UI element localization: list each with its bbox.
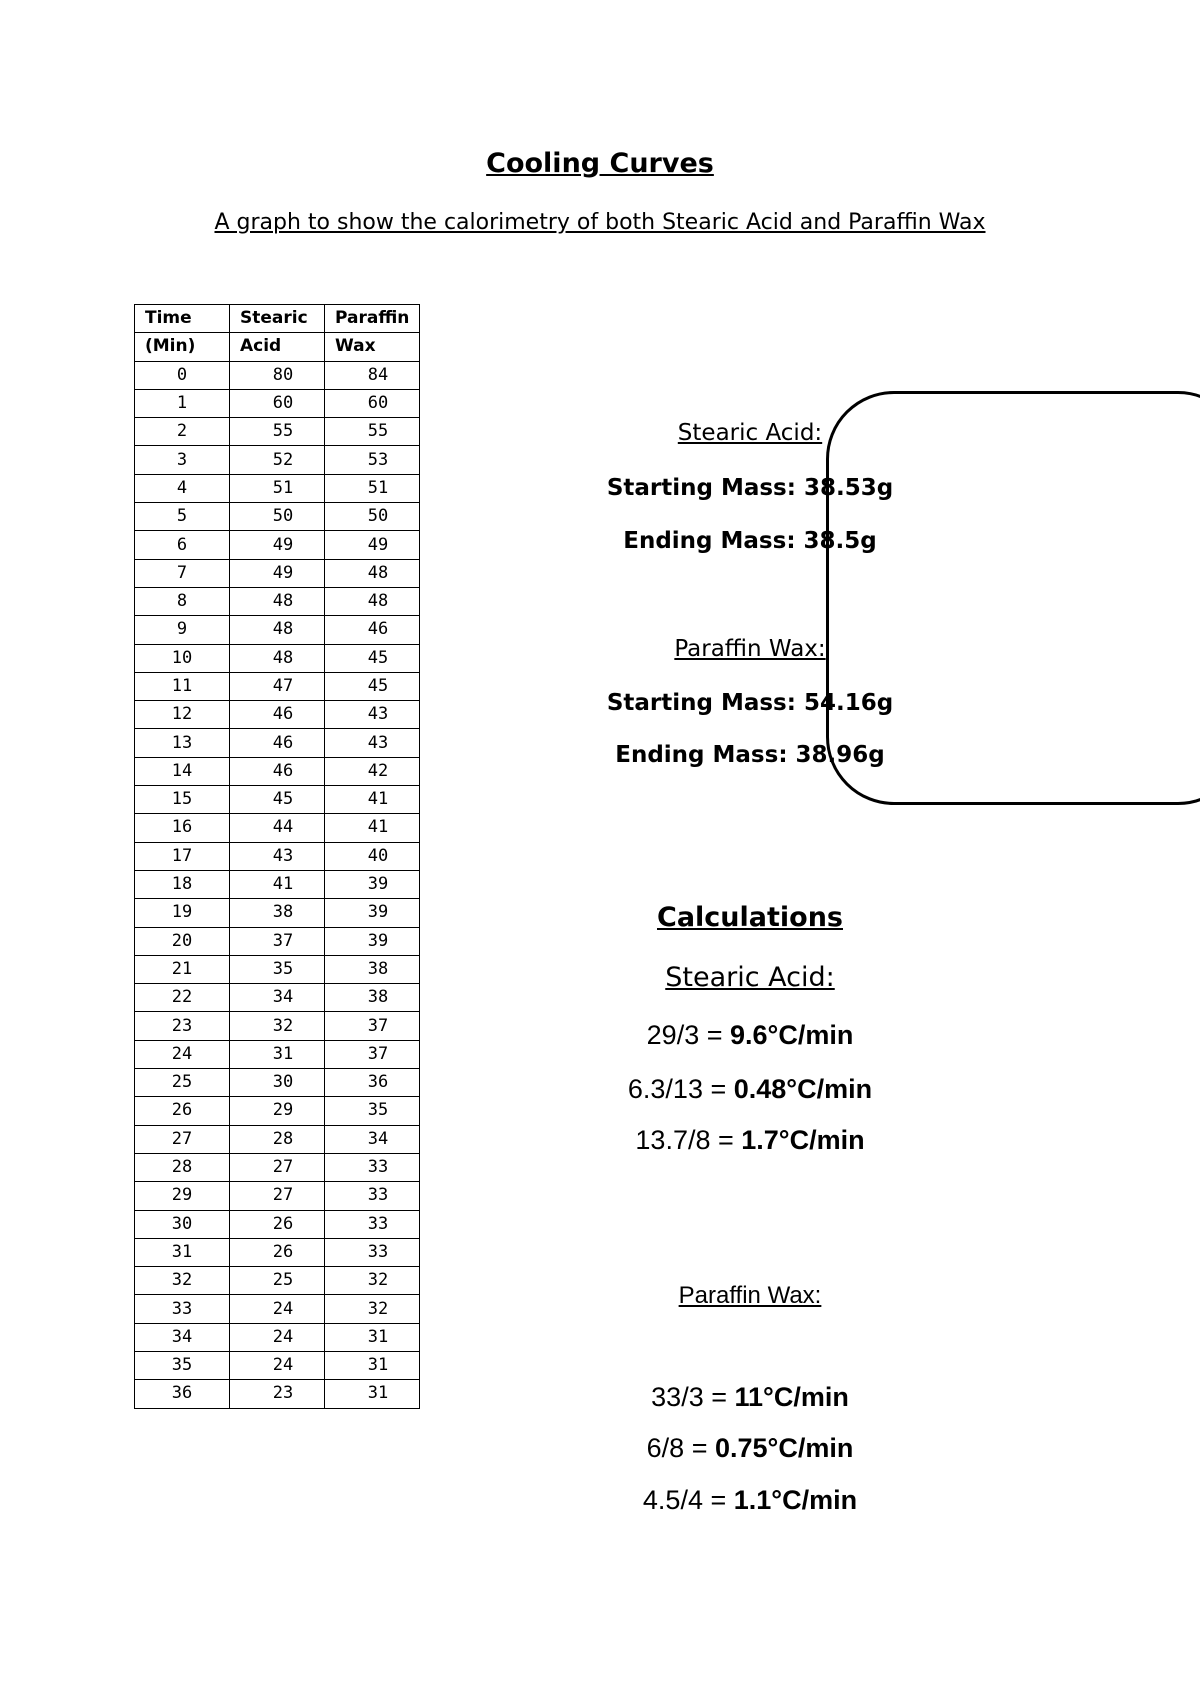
- table-row: [135, 814, 420, 842]
- time-cell: 33: [135, 1295, 230, 1323]
- table-row: [135, 389, 420, 417]
- paraffin-cell: 35: [325, 1097, 420, 1125]
- stearic-cell: 80: [230, 361, 325, 389]
- paraffin-cell: 33: [325, 1182, 420, 1210]
- table-row: [135, 1210, 420, 1238]
- stearic-cell: 41: [230, 870, 325, 898]
- paraffin-cell: 48: [325, 587, 420, 615]
- time-cell: 2: [135, 418, 230, 446]
- table-row: [135, 672, 420, 700]
- stearic-cell: 26: [230, 1238, 325, 1266]
- stearic-cell: 37: [230, 927, 325, 955]
- header-time: Time: [135, 305, 230, 333]
- time-cell: 27: [135, 1125, 230, 1153]
- table-row: [135, 786, 420, 814]
- cooling-data-table: [134, 304, 420, 1409]
- table-row: [135, 1323, 420, 1351]
- stearic-cell: 28: [230, 1125, 325, 1153]
- table-row: [135, 870, 420, 898]
- stearic-cell: 34: [230, 984, 325, 1012]
- paraffin-cell: 60: [325, 389, 420, 417]
- table-row: [135, 1182, 420, 1210]
- paraffin-cell: 37: [325, 1012, 420, 1040]
- header-stearic-2: Acid: [230, 333, 325, 361]
- stearic-cell: 26: [230, 1210, 325, 1238]
- table-row: [135, 1380, 420, 1408]
- time-cell: 7: [135, 559, 230, 587]
- table-row: [135, 616, 420, 644]
- paraffin-cell: 37: [325, 1040, 420, 1068]
- time-cell: 29: [135, 1182, 230, 1210]
- table-row: [135, 1012, 420, 1040]
- paraffin-cell: 31: [325, 1380, 420, 1408]
- time-cell: 26: [135, 1097, 230, 1125]
- table-row: [135, 559, 420, 587]
- table-header-row: [135, 305, 420, 333]
- time-cell: 10: [135, 644, 230, 672]
- calc-paraffin-label: Paraffin Wax:: [678, 1282, 822, 1309]
- paraffin-cell: 48: [325, 559, 420, 587]
- stearic-cell: 49: [230, 531, 325, 559]
- table-row: [135, 899, 420, 927]
- stearic-cell: 38: [230, 899, 325, 927]
- time-cell: 6: [135, 531, 230, 559]
- time-cell: 4: [135, 474, 230, 502]
- paraffin-cell: 43: [325, 729, 420, 757]
- paraffin-cell: 38: [325, 955, 420, 983]
- table-row: [135, 927, 420, 955]
- table-header-row: [135, 333, 420, 361]
- paraffin-cell: 42: [325, 757, 420, 785]
- stearic-cell: 48: [230, 587, 325, 615]
- paraffin-ending-mass: Ending Mass: 38.96g: [615, 742, 885, 768]
- table-row: [135, 1238, 420, 1266]
- time-cell: 12: [135, 701, 230, 729]
- time-cell: 3: [135, 446, 230, 474]
- stearic-cell: 46: [230, 729, 325, 757]
- time-cell: 25: [135, 1069, 230, 1097]
- stearic-cell: 25: [230, 1267, 325, 1295]
- paraffin-cell: 39: [325, 927, 420, 955]
- paraffin-cell: 33: [325, 1153, 420, 1181]
- table-row: [135, 1351, 420, 1379]
- header-time-unit: (Min): [135, 333, 230, 361]
- time-cell: 17: [135, 842, 230, 870]
- table-row: [135, 587, 420, 615]
- stearic-cell: 44: [230, 814, 325, 842]
- stearic-cell: 50: [230, 503, 325, 531]
- table-row: [135, 984, 420, 1012]
- paraffin-cell: 34: [325, 1125, 420, 1153]
- table-row: [135, 503, 420, 531]
- table-row: [135, 1295, 420, 1323]
- table-row: [135, 474, 420, 502]
- stearic-cell: 24: [230, 1295, 325, 1323]
- paraffin-starting-mass: Starting Mass: 54.16g: [606, 690, 894, 716]
- time-cell: 8: [135, 587, 230, 615]
- time-cell: 0: [135, 361, 230, 389]
- stearic-cell: 31: [230, 1040, 325, 1068]
- stearic-cell: 46: [230, 757, 325, 785]
- time-cell: 19: [135, 899, 230, 927]
- time-cell: 35: [135, 1351, 230, 1379]
- stearic-cell: 29: [230, 1097, 325, 1125]
- time-cell: 16: [135, 814, 230, 842]
- table-row: [135, 955, 420, 983]
- time-cell: 23: [135, 1012, 230, 1040]
- time-cell: 5: [135, 503, 230, 531]
- stearic-cell: 23: [230, 1380, 325, 1408]
- paraffin-cell: 45: [325, 644, 420, 672]
- paraffin-cell: 53: [325, 446, 420, 474]
- paraffin-cell: 33: [325, 1210, 420, 1238]
- table-row: [135, 1125, 420, 1153]
- time-cell: 1: [135, 389, 230, 417]
- calc-stearic-line: 29/3 = 9.6°C/min: [646, 1020, 854, 1050]
- paraffin-cell: 43: [325, 701, 420, 729]
- page-title: Cooling Curves: [486, 148, 714, 179]
- paraffin-cell: 32: [325, 1295, 420, 1323]
- calc-paraffin-line: 33/3 = 11°C/min: [651, 1382, 849, 1412]
- stearic-cell: 43: [230, 842, 325, 870]
- stearic-starting-mass: Starting Mass: 38.53g: [606, 475, 894, 501]
- paraffin-cell: 31: [325, 1323, 420, 1351]
- paraffin-cell: 84: [325, 361, 420, 389]
- stearic-cell: 45: [230, 786, 325, 814]
- time-cell: 30: [135, 1210, 230, 1238]
- stearic-cell: 24: [230, 1351, 325, 1379]
- time-cell: 13: [135, 729, 230, 757]
- time-cell: 15: [135, 786, 230, 814]
- stearic-cell: 51: [230, 474, 325, 502]
- stearic-cell: 48: [230, 616, 325, 644]
- stearic-cell: 52: [230, 446, 325, 474]
- time-cell: 22: [135, 984, 230, 1012]
- header-stearic: Stearic: [230, 305, 325, 333]
- table-row: [135, 446, 420, 474]
- stearic-cell: 49: [230, 559, 325, 587]
- time-cell: 36: [135, 1380, 230, 1408]
- paraffin-cell: 40: [325, 842, 420, 870]
- stearic-cell: 32: [230, 1012, 325, 1040]
- stearic-cell: 60: [230, 389, 325, 417]
- paraffin-cell: 32: [325, 1267, 420, 1295]
- stearic-cell: 27: [230, 1182, 325, 1210]
- table-row: [135, 418, 420, 446]
- time-cell: 24: [135, 1040, 230, 1068]
- stearic-cell: 30: [230, 1069, 325, 1097]
- time-cell: 21: [135, 955, 230, 983]
- paraffin-cell: 49: [325, 531, 420, 559]
- paraffin-cell: 38: [325, 984, 420, 1012]
- stearic-cell: 55: [230, 418, 325, 446]
- table-row: [135, 531, 420, 559]
- paraffin-cell: 39: [325, 870, 420, 898]
- table-row: [135, 842, 420, 870]
- stearic-cell: 48: [230, 644, 325, 672]
- stearic-ending-mass: Ending Mass: 38.5g: [623, 528, 877, 554]
- table-row: [135, 701, 420, 729]
- time-cell: 18: [135, 870, 230, 898]
- paraffin-cell: 45: [325, 672, 420, 700]
- time-cell: 31: [135, 1238, 230, 1266]
- time-cell: 34: [135, 1323, 230, 1351]
- calc-paraffin-line: 4.5/4 = 1.1°C/min: [642, 1485, 858, 1515]
- paraffin-cell: 33: [325, 1238, 420, 1266]
- table-row: [135, 1069, 420, 1097]
- table-row: [135, 644, 420, 672]
- time-cell: 14: [135, 757, 230, 785]
- header-paraffin: Paraffin: [325, 305, 420, 333]
- table-row: [135, 1153, 420, 1181]
- calculations-title: Calculations: [657, 902, 843, 933]
- paraffin-cell: 55: [325, 418, 420, 446]
- calc-stearic-label: Stearic Acid:: [665, 962, 835, 993]
- stearic-cell: 27: [230, 1153, 325, 1181]
- table-row: [135, 757, 420, 785]
- paraffin-cell: 39: [325, 899, 420, 927]
- time-cell: 11: [135, 672, 230, 700]
- table-row: [135, 361, 420, 389]
- time-cell: 20: [135, 927, 230, 955]
- table-row: [135, 1267, 420, 1295]
- stearic-cell: 46: [230, 701, 325, 729]
- stearic-cell: 47: [230, 672, 325, 700]
- time-cell: 32: [135, 1267, 230, 1295]
- stearic-cell: 24: [230, 1323, 325, 1351]
- header-paraffin-2: Wax: [325, 333, 420, 361]
- calc-stearic-line: 6.3/13 = 0.48°C/min: [627, 1074, 873, 1104]
- paraffin-cell: 36: [325, 1069, 420, 1097]
- paraffin-cell: 31: [325, 1351, 420, 1379]
- paraffin-cell: 41: [325, 786, 420, 814]
- time-cell: 28: [135, 1153, 230, 1181]
- calc-paraffin-line: 6/8 = 0.75°C/min: [646, 1433, 854, 1463]
- paraffin-mass-label: Paraffin Wax:: [674, 636, 826, 662]
- paraffin-cell: 50: [325, 503, 420, 531]
- paraffin-cell: 51: [325, 474, 420, 502]
- stearic-cell: 35: [230, 955, 325, 983]
- time-cell: 9: [135, 616, 230, 644]
- table-row: [135, 1097, 420, 1125]
- stearic-mass-label: Stearic Acid:: [677, 420, 823, 446]
- calc-stearic-line: 13.7/8 = 1.7°C/min: [635, 1125, 865, 1155]
- page-subtitle: A graph to show the calorimetry of both Stearic Acid and Paraffin Wax: [214, 210, 986, 235]
- table-row: [135, 729, 420, 757]
- paraffin-cell: 41: [325, 814, 420, 842]
- table-row: [135, 1040, 420, 1068]
- paraffin-cell: 46: [325, 616, 420, 644]
